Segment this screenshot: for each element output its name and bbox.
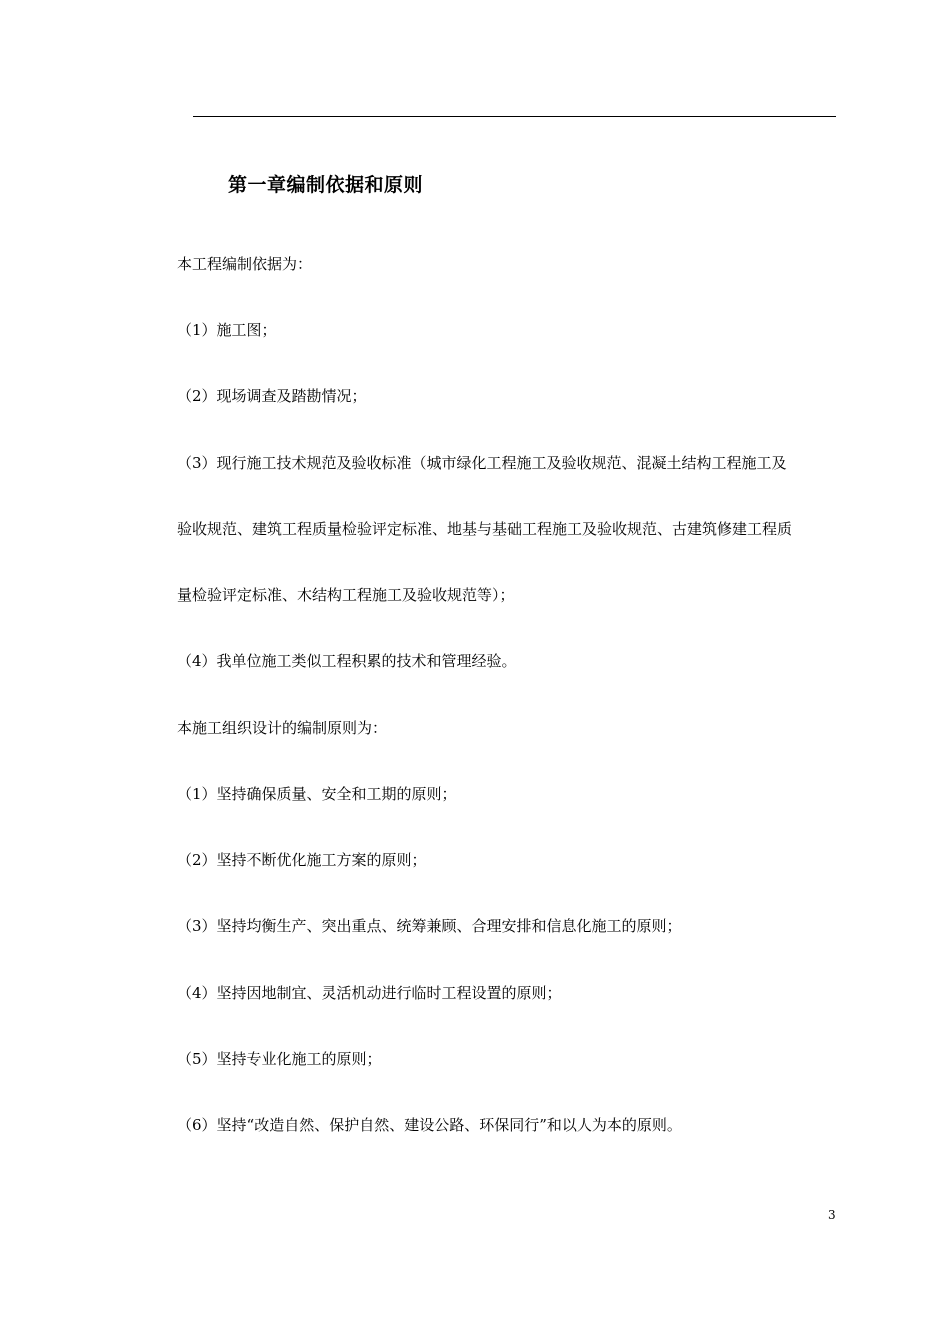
- principle-2: （2）坚持不断优化施工方案的原则；: [177, 851, 427, 869]
- basis-item-3-line-1: （3）现行施工技术规范及验收标准（城市绿化工程施工及验收规范、混凝土结构工程施工及: [177, 454, 787, 472]
- basis-item-4: （4）我单位施工类似工程积累的技术和管理经验。: [177, 652, 517, 670]
- principle-3: （3）坚持均衡生产、突出重点、统筹兼顾、合理安排和信息化施工的原则；: [177, 917, 682, 935]
- principle-1: （1）坚持确保质量、安全和工期的原则；: [177, 785, 457, 803]
- basis-item-3-line-3: 量检验评定标准、木结构工程施工及验收规范等）；: [177, 586, 515, 604]
- header-rule: [193, 116, 836, 117]
- principle-6: （6）坚持“改造自然、保护自然、建设公路、环保同行”和以人为本的原则。: [177, 1116, 682, 1134]
- page-number: 3: [828, 1208, 836, 1222]
- basis-item-3-line-2: 验收规范、建筑工程质量检验评定标准、地基与基础工程施工及验收规范、古建筑修建工程质: [177, 520, 793, 538]
- principles-intro: 本施工组织设计的编制原则为：: [177, 719, 388, 737]
- chapter-title: 第一章编制依据和原则: [228, 174, 424, 196]
- principle-5: （5）坚持专业化施工的原则；: [177, 1050, 382, 1068]
- basis-item-2: （2）现场调查及踏勘情况；: [177, 387, 367, 405]
- principle-4: （4）坚持因地制宜、灵活机动进行临时工程设置的原则；: [177, 984, 562, 1002]
- basis-intro: 本工程编制依据为：: [177, 255, 313, 273]
- basis-item-1: （1）施工图；: [177, 321, 277, 339]
